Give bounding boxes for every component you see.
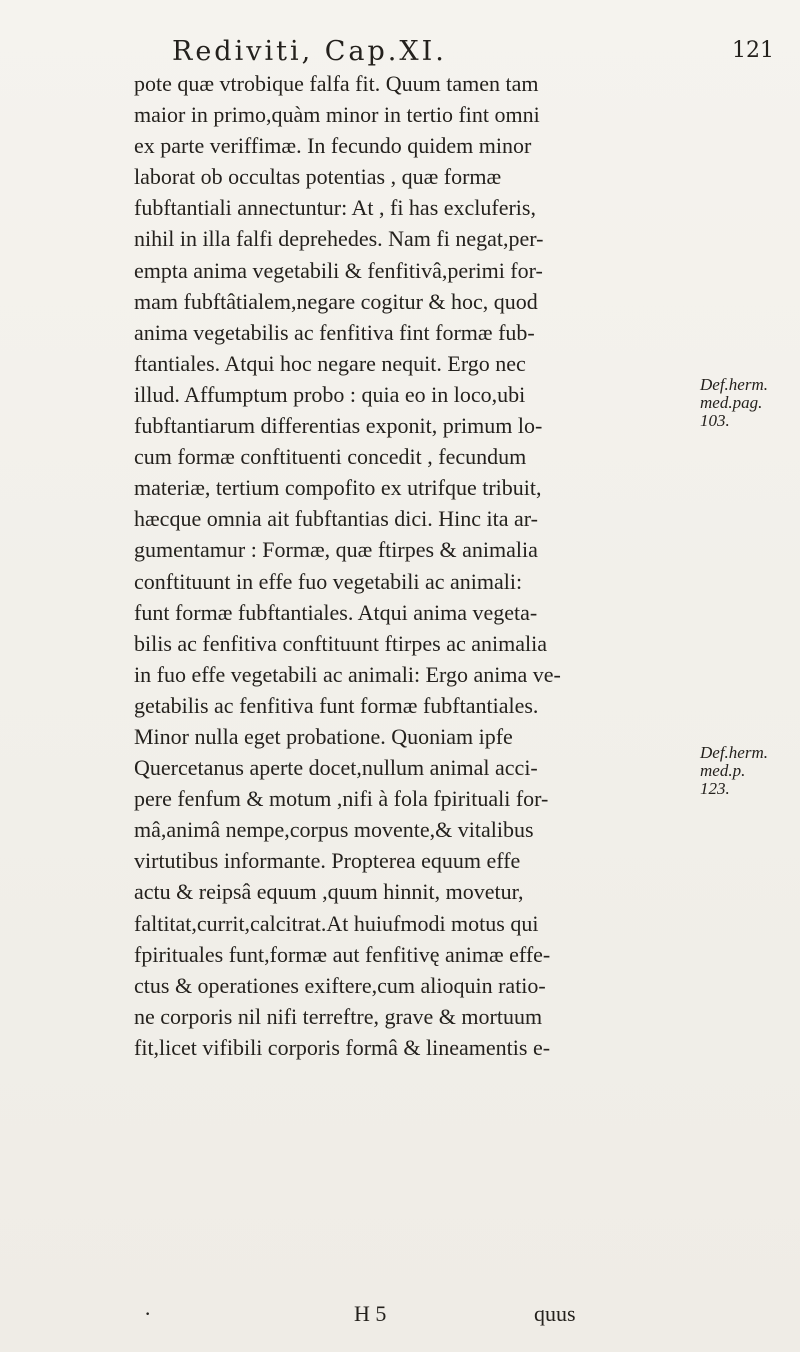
text-line: mam fubftâtialem,negare cogitur & hoc, quod [134, 288, 538, 314]
text-line: Quercetanus aperte docet,nullum animal acci- [134, 755, 538, 781]
text-line: anima vegetabilis ac fenfitiva fint formæ fub- [134, 319, 535, 345]
running-head: Rediviti, Cap.XI. [172, 36, 447, 67]
text-line: Minor nulla eget probatione. Quoniam ipfe [134, 723, 513, 749]
text-line: ctus & operationes exiftere,cum alioquin ratio- [134, 972, 546, 998]
text-line: pere fenfum & motum ,nifi à fola fpirituali for- [134, 786, 549, 812]
text-line: funt formæ fubftantiales. Atqui anima vegeta- [134, 599, 538, 625]
text-line: virtutibus informante. Propterea equum effe [134, 848, 521, 874]
body-text [134, 68, 694, 1063]
margin-note-line: med.p. [700, 761, 746, 780]
text-line: empta anima vegetabili & fenfitivâ,perimi for- [134, 257, 543, 283]
bullet-mark: · [144, 1301, 152, 1326]
text-line: gumentamur : Formæ, quæ ftirpes & animalia [134, 537, 538, 563]
text-line: actu & reipsâ equum ,quum hinnit, movetur, [134, 879, 524, 905]
margin-note-line: 103. [700, 411, 730, 430]
margin-note-line: 123. [700, 779, 730, 798]
text-line: faltitat,currit,calcitrat.At huiufmodi motus qui [134, 910, 539, 936]
text-line: fit,licet vifibili corporis formâ & lineamentis e- [134, 1034, 551, 1060]
text-line: ne corporis nil nifi terreftre, grave & mortuum [134, 1003, 543, 1029]
text-line: fubftantiali annectuntur: At , fi has excluferis, [134, 195, 536, 221]
text-line: pote quæ vtrobique falfa fit. Quum tamen tam [134, 71, 539, 96]
text-line: cum formæ conftituenti concedit , fecundum [134, 444, 527, 470]
text-line: materiæ, tertium compofito ex utrifque tribuit, [134, 475, 542, 501]
text-line: getabilis ac fenfitiva funt formæ fubftantiales. [134, 692, 539, 718]
text-line: laborat ob occultas potentias , quæ formæ [134, 164, 502, 190]
text-line: fubftantiarum differentias exponit, primum lo- [134, 413, 543, 439]
catchword-row [134, 1301, 694, 1333]
margin-note-line: med.pag. [700, 393, 763, 412]
text-line: ftantiales. Atqui hoc negare nequit. Ergo nec [134, 350, 526, 376]
text-line: maior in primo,quàm minor in tertio fint omni [134, 102, 540, 128]
signature-mark: H 5 [354, 1301, 387, 1326]
page-number: 121 [732, 38, 774, 63]
margin-note [700, 376, 768, 430]
text-line: ex parte veriffimæ. In fecundo quidem minor [134, 133, 532, 159]
text-line: in fuo effe vegetabili ac animali: Ergo anima ve- [134, 661, 561, 687]
text-line: conftituunt in effe fuo vegetabili ac animali: [134, 568, 523, 594]
margin-note [700, 744, 768, 798]
text-line: illud. Affumptum probo : quia eo in loco,ubi [134, 381, 526, 407]
margin-note-line: Def.herm. [700, 743, 768, 762]
text-line: hæcque omnia ait fubftantias dici. Hinc ita ar- [134, 506, 538, 532]
text-line: bilis ac fenfitiva conftituunt ftirpes ac animalia [134, 630, 547, 656]
text-line: nihil in illa falfi deprehedes. Nam fi negat,per- [134, 226, 544, 252]
margin-note-line: Def.herm. [700, 375, 768, 394]
catchword: quus [534, 1301, 576, 1326]
text-line: fpirituales funt,formæ aut fenfitivę animæ effe- [134, 941, 551, 967]
text-line: mâ,animâ nempe,corpus movente,& vitalibus [134, 817, 534, 843]
